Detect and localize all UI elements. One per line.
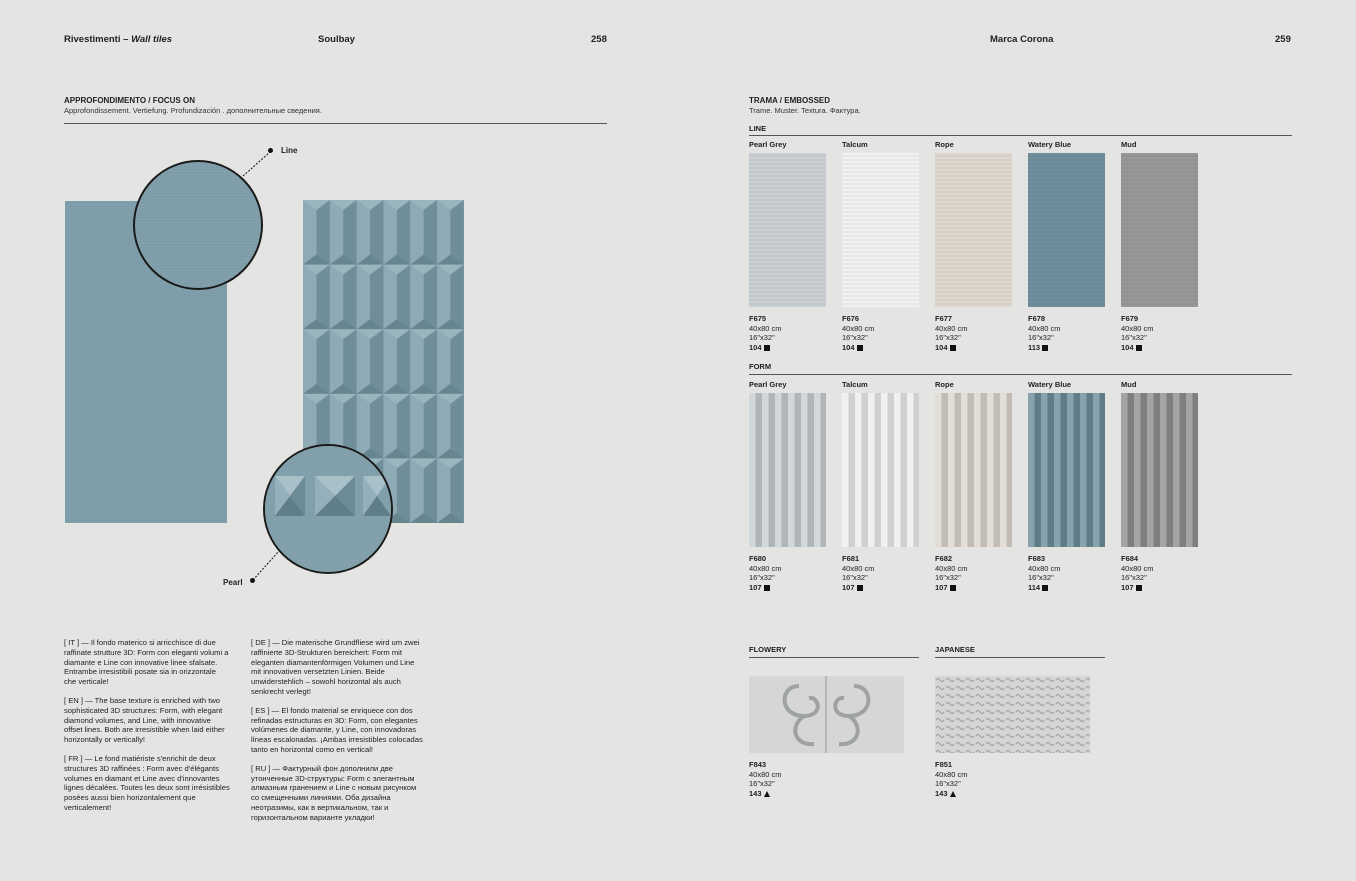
page-ref: 104 <box>1121 342 1134 352</box>
size-cm: 40x80 cm <box>842 323 875 333</box>
japanese-label: JAPANESE <box>935 645 975 654</box>
square-icon <box>1042 585 1048 591</box>
square-icon <box>950 585 956 591</box>
decor-meta <box>749 760 782 798</box>
swatch-name: Talcum <box>842 140 868 149</box>
square-icon <box>1042 345 1048 351</box>
page-ref: 107 <box>935 582 948 592</box>
page-ref: 143 <box>935 788 948 798</box>
callout-dot-line <box>268 148 273 153</box>
size-in: 16"x32" <box>1121 573 1147 583</box>
swatch-name: Rope <box>935 380 954 389</box>
product-code: F680 <box>749 554 767 563</box>
swatch-name: Pearl Grey <box>749 380 787 389</box>
page-ref: 104 <box>842 342 855 352</box>
text-fr: [ FR ] — Le fond matiériste s'enrichit de deux structures 3D raffinées : Form avec d'élégants volumes en diamant et Line avec d'innovantes lignes décalées. Toutes les deux sont irrésistibles posées aussi bien horizontalement que verticalement! <box>64 753 230 812</box>
text-column-2 <box>251 638 423 832</box>
product-code: F681 <box>842 554 860 563</box>
swatch-name: Pearl Grey <box>749 140 787 149</box>
callout-label-line: Line <box>281 146 298 155</box>
text-de: [ DE ] — Die materische Grundfliese wird um zwei raffinierte 3D-Strukturen bereichert: Form mit eleganten diamantenförmigen Volumen und Line mit innovativen versetzten Linien. Beide unwiderstehlich – sowohl horizontal als auch senkrecht verlegt! <box>251 638 420 696</box>
swatch-image-form <box>749 393 826 547</box>
product-code: F679 <box>1121 314 1139 323</box>
japanese-tile-image <box>935 676 1090 753</box>
embossed-title: TRAMA / EMBOSSED <box>749 96 831 105</box>
flowery-rule <box>749 657 919 658</box>
swatch-meta <box>935 314 968 352</box>
swatch-meta <box>1028 314 1061 352</box>
square-icon <box>1136 585 1142 591</box>
swatch-name: Mud <box>1121 380 1137 389</box>
product-code: F682 <box>935 554 953 563</box>
size-in: 16"x32" <box>749 573 775 583</box>
swatch-meta <box>842 314 875 352</box>
swatch-meta <box>749 314 782 352</box>
page-ref: 104 <box>749 342 762 352</box>
swatch-image-line <box>842 153 919 307</box>
page-ref: 104 <box>935 342 948 352</box>
square-icon <box>764 345 770 351</box>
japanese-pattern <box>935 676 1090 753</box>
flowery-tile-image <box>749 676 904 753</box>
callout-label-pearl: Pearl <box>223 578 243 587</box>
size-in: 16"x32" <box>935 333 961 343</box>
size-cm: 40x80 cm <box>1121 563 1154 573</box>
swatch-name: Mud <box>1121 140 1137 149</box>
product-code: F684 <box>1121 554 1139 563</box>
section-label-italic: Wall tiles <box>131 34 173 45</box>
swatch-image-form <box>1121 393 1198 547</box>
swatch-image-line <box>935 153 1012 307</box>
triangle-icon <box>950 791 956 797</box>
swatch-meta <box>1121 314 1154 352</box>
square-icon <box>1136 345 1142 351</box>
size-in: 16"x32" <box>842 573 868 583</box>
product-code: F675 <box>749 314 767 323</box>
product-code: F851 <box>935 760 953 769</box>
square-icon <box>857 345 863 351</box>
square-icon <box>764 585 770 591</box>
size-in: 16"x32" <box>1121 333 1147 343</box>
collection-name: Soulbay <box>318 34 355 45</box>
form-section-label: FORM <box>749 362 772 371</box>
size-cm: 40x80 cm <box>1028 563 1061 573</box>
focus-title: APPROFONDIMENTO / FOCUS ON <box>64 96 195 105</box>
size-in: 16"x32" <box>842 333 868 343</box>
swatch-meta <box>1028 554 1061 592</box>
swatch-meta <box>749 554 782 592</box>
size-cm: 40x80 cm <box>749 563 782 573</box>
product-code: F678 <box>1028 314 1046 323</box>
line-section-rule <box>749 135 1292 136</box>
size-cm: 40x80 cm <box>1028 323 1061 333</box>
square-icon <box>950 345 956 351</box>
brand-name: Marca Corona <box>990 34 1054 45</box>
size-in: 16"x32" <box>1028 573 1054 583</box>
swatch-image-line <box>1121 153 1198 307</box>
swatch-name: Watery Blue <box>1028 140 1072 149</box>
page-ref: 107 <box>842 582 855 592</box>
focus-subtitle: Approfondissement. Vertiefung. Profundización . дополнительные сведения. <box>64 106 322 115</box>
swatch-image-form <box>842 393 919 547</box>
callout-dot-pearl <box>250 578 255 583</box>
swatch-image-form <box>1028 393 1105 547</box>
page-ref: 113 <box>1028 342 1041 352</box>
page-ref: 143 <box>749 788 762 798</box>
product-code: F676 <box>842 314 860 323</box>
swatch-name: Rope <box>935 140 954 149</box>
size-cm: 40x80 cm <box>935 323 968 333</box>
text-ru: [ RU ] — Фактурный фон дополнили две утонченные 3D-структуры: Form с элегантным алмазным гранением и Line с новым рисунком со смещенными линиями. Оба дизайна неотразимы, как в вертикальном, так и горизонтальном варианте укладки! <box>251 763 417 822</box>
size-cm: 40x80 cm <box>935 563 968 573</box>
size-cm: 40x80 cm <box>1121 323 1154 333</box>
page-ref: 107 <box>749 582 762 592</box>
swatch-meta <box>1121 554 1154 592</box>
size-in: 16"x32" <box>935 573 961 583</box>
japanese-rule <box>935 657 1105 658</box>
line-section-label: LINE <box>749 124 767 133</box>
page-number-right: 259 <box>1275 34 1291 45</box>
size-in: 16"x32" <box>1028 333 1054 343</box>
size-in: 16"x32" <box>749 779 775 789</box>
text-column-1 <box>64 638 230 822</box>
page-ref: 114 <box>1028 582 1041 592</box>
section-label: Rivestimenti – <box>64 34 132 45</box>
size-cm: 40x80 cm <box>749 323 782 333</box>
triangle-icon <box>764 791 770 797</box>
swatch-meta <box>842 554 875 592</box>
product-code: F843 <box>749 760 767 769</box>
right-page <box>678 0 1356 881</box>
swatch-name: Watery Blue <box>1028 380 1072 389</box>
product-code: F683 <box>1028 554 1046 563</box>
product-code: F677 <box>935 314 953 323</box>
size-in: 16"x32" <box>935 779 961 789</box>
swatch-image-line <box>1028 153 1105 307</box>
text-it: [ IT ] — Il fondo materico si arricchisce di due raffinate strutture 3D: Form con eleganti volumi a diamante e Line con innovative linee sfalsate. Entrambe irresistibili posate sia in orizzontale che verticale! <box>64 638 229 687</box>
page-number-left: 258 <box>591 34 607 45</box>
size-in: 16"x32" <box>749 333 775 343</box>
flowery-label: FLOWERY <box>749 645 787 654</box>
swatch-meta <box>935 554 968 592</box>
size-cm: 40x80 cm <box>842 563 875 573</box>
text-en: [ EN ] — The base texture is enriched with two sophisticated 3D structures: Form, with elegant diamond volumes, and Line, with innovative offset lines. Both are irresistible when laid either horizontally or vertically! <box>64 695 225 745</box>
text-es: [ ES ] — El fondo material se enriquece con dos refinadas estructuras en 3D: Form, con elegantes volúmenes de diamante, y Line, con innovadoras líneas escalonadas. ¡Ambas irresistibles colocadas tanto en horizontal como en vertical! <box>251 705 423 754</box>
size-cm: 40x80 cm <box>935 769 968 779</box>
swatch-image-line <box>749 153 826 307</box>
size-cm: 40x80 cm <box>749 769 782 779</box>
form-section-rule <box>749 374 1292 375</box>
swatch-image-form <box>935 393 1012 547</box>
square-icon <box>857 585 863 591</box>
embossed-subtitle: Trame. Muster. Textura. Фактура. <box>749 106 861 115</box>
decor-meta <box>935 760 968 798</box>
swatch-name: Talcum <box>842 380 868 389</box>
flowery-pattern <box>749 676 904 753</box>
page-ref: 107 <box>1121 582 1134 592</box>
